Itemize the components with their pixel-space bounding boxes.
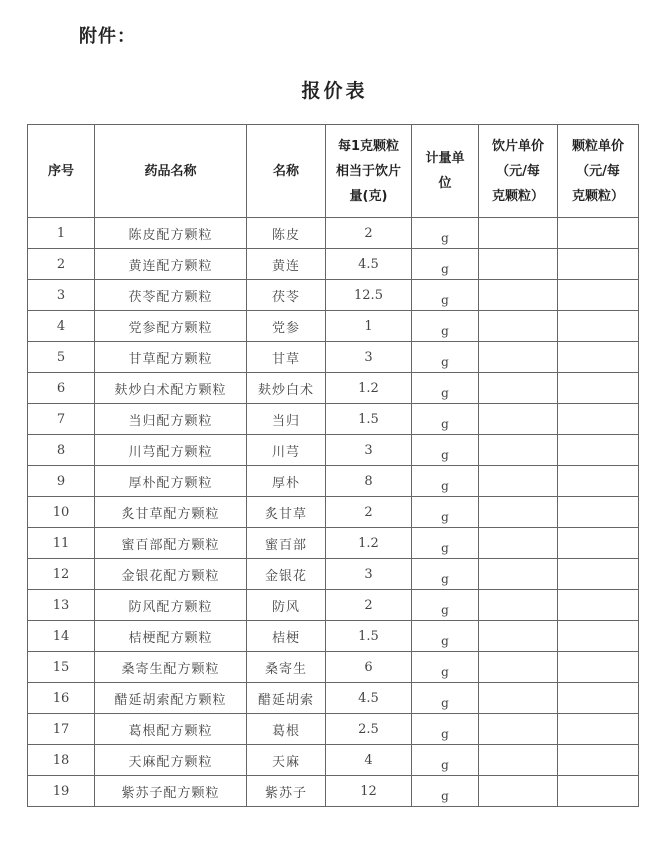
row-number: 11: [28, 528, 95, 559]
drug-name-cell: 醋延胡索配方颗粒: [95, 683, 247, 714]
drug-name-cell: 当归配方颗粒: [95, 404, 247, 435]
row-number: 3: [28, 280, 95, 311]
unit-text: g: [441, 385, 449, 400]
herb-equivalent-cell: 2: [326, 590, 412, 621]
table-row: [28, 342, 639, 373]
price-quote-table: [27, 124, 639, 807]
row-number: 14: [28, 621, 95, 652]
short-name-cell: 甘草: [247, 342, 326, 373]
unit-text: g: [441, 757, 449, 772]
granule-price-cell: [558, 218, 639, 249]
unit-text: g: [441, 788, 449, 803]
unit-cell: [412, 528, 479, 559]
column-header-drug-name: [95, 125, 247, 218]
table-row: [28, 621, 639, 652]
drug-name-cell: 紫苏子配方颗粒: [95, 776, 247, 807]
unit-cell: [412, 683, 479, 714]
granule-price-cell: [558, 280, 639, 311]
granule-price-cell: [558, 528, 639, 559]
column-header-line: 名称: [272, 163, 299, 179]
table-row: [28, 776, 639, 807]
herb-price-cell: [479, 528, 558, 559]
drug-name-cell: 甘草配方颗粒: [95, 342, 247, 373]
herb-price-cell: [479, 590, 558, 621]
column-header-no: [28, 125, 95, 218]
table-body: [28, 218, 639, 807]
drug-name-cell: 金银花配方颗粒: [95, 559, 247, 590]
table-row: [28, 466, 639, 497]
short-name-cell: 桔梗: [247, 621, 326, 652]
column-header-line: 颗粒单价: [571, 138, 624, 154]
row-number: 12: [28, 559, 95, 590]
table-row: [28, 590, 639, 621]
column-header-line: 序号: [47, 163, 74, 179]
drug-name-cell: 茯苓配方颗粒: [95, 280, 247, 311]
herb-price-cell: [479, 652, 558, 683]
drug-name-cell: 桑寄生配方颗粒: [95, 652, 247, 683]
drug-name-cell: 蜜百部配方颗粒: [95, 528, 247, 559]
herb-price-cell: [479, 249, 558, 280]
short-name-cell: 蜜百部: [247, 528, 326, 559]
herb-price-cell: [479, 280, 558, 311]
short-name-cell: 醋延胡索: [247, 683, 326, 714]
short-name-cell: 厚朴: [247, 466, 326, 497]
drug-name-cell: 川芎配方颗粒: [95, 435, 247, 466]
unit-cell: [412, 373, 479, 404]
short-name-cell: 黄连: [247, 249, 326, 280]
herb-equivalent-cell: 2: [326, 497, 412, 528]
column-header-unit: [412, 125, 479, 218]
column-header-line: 相当于饮片: [335, 163, 401, 179]
row-number: 1: [28, 218, 95, 249]
short-name-cell: 川芎: [247, 435, 326, 466]
unit-text: g: [441, 664, 449, 679]
table-row: [28, 497, 639, 528]
herb-equivalent-cell: 4.5: [326, 683, 412, 714]
herb-equivalent-cell: 4.5: [326, 249, 412, 280]
unit-cell: [412, 342, 479, 373]
unit-cell: [412, 559, 479, 590]
drug-name-cell: 党参配方颗粒: [95, 311, 247, 342]
herb-equivalent-cell: 2.5: [326, 714, 412, 745]
herb-price-cell: [479, 776, 558, 807]
table-row: [28, 528, 639, 559]
unit-text: g: [441, 416, 449, 431]
unit-text: g: [441, 323, 449, 338]
table-row: [28, 280, 639, 311]
herb-price-cell: [479, 497, 558, 528]
column-header-line: （元/每: [576, 163, 620, 179]
drug-name-cell: 陈皮配方颗粒: [95, 218, 247, 249]
attachment-label: 附件：: [79, 26, 136, 47]
table-row: [28, 683, 639, 714]
herb-equivalent-cell: 1.5: [326, 404, 412, 435]
herb-equivalent-cell: 1: [326, 311, 412, 342]
column-header-line: 每1克颗粒: [337, 138, 400, 154]
short-name-cell: 陈皮: [247, 218, 326, 249]
unit-text: g: [441, 478, 449, 493]
row-number: 10: [28, 497, 95, 528]
herb-equivalent-cell: 1.2: [326, 373, 412, 404]
page-title: 报价表: [301, 80, 368, 102]
drug-name-cell: 桔梗配方颗粒: [95, 621, 247, 652]
column-header-line: 量(克): [349, 188, 388, 204]
column-header-line: 位: [438, 176, 452, 191]
column-header-herb-equivalent: [326, 125, 412, 218]
short-name-cell: 当归: [247, 404, 326, 435]
row-number: 18: [28, 745, 95, 776]
table-row: [28, 404, 639, 435]
herb-price-cell: [479, 373, 558, 404]
unit-cell: [412, 497, 479, 528]
herb-price-cell: [479, 404, 558, 435]
granule-price-cell: [558, 435, 639, 466]
granule-price-cell: [558, 466, 639, 497]
short-name-cell: 紫苏子: [247, 776, 326, 807]
table-row: [28, 311, 639, 342]
unit-cell: [412, 652, 479, 683]
unit-text: g: [441, 571, 449, 586]
table-row: [28, 745, 639, 776]
unit-cell: [412, 218, 479, 249]
short-name-cell: 麸炒白术: [247, 373, 326, 404]
unit-text: g: [441, 261, 449, 276]
herb-equivalent-cell: 3: [326, 559, 412, 590]
granule-price-cell: [558, 497, 639, 528]
drug-name-cell: 葛根配方颗粒: [95, 714, 247, 745]
table-row: [28, 435, 639, 466]
herb-equivalent-cell: 3: [326, 435, 412, 466]
granule-price-cell: [558, 652, 639, 683]
herb-equivalent-cell: 1.5: [326, 621, 412, 652]
short-name-cell: 金银花: [247, 559, 326, 590]
unit-text: g: [441, 354, 449, 369]
unit-cell: [412, 435, 479, 466]
row-number: 5: [28, 342, 95, 373]
table-row: [28, 373, 639, 404]
granule-price-cell: [558, 745, 639, 776]
unit-cell: [412, 745, 479, 776]
granule-price-cell: [558, 249, 639, 280]
unit-cell: [412, 311, 479, 342]
herb-equivalent-cell: 3: [326, 342, 412, 373]
row-number: 17: [28, 714, 95, 745]
herb-price-cell: [479, 745, 558, 776]
column-header-herb-price: [479, 125, 558, 218]
granule-price-cell: [558, 311, 639, 342]
unit-text: g: [441, 540, 449, 555]
column-header-line: 计量单: [425, 151, 465, 166]
row-number: 7: [28, 404, 95, 435]
drug-name-cell: 天麻配方颗粒: [95, 745, 247, 776]
short-name-cell: 炙甘草: [247, 497, 326, 528]
drug-name-cell: 黄连配方颗粒: [95, 249, 247, 280]
column-header-line: 克颗粒）: [491, 188, 544, 204]
granule-price-cell: [558, 404, 639, 435]
unit-cell: [412, 249, 479, 280]
granule-price-cell: [558, 590, 639, 621]
drug-name-cell: 防风配方颗粒: [95, 590, 247, 621]
table-row: [28, 559, 639, 590]
drug-name-cell: 厚朴配方颗粒: [95, 466, 247, 497]
short-name-cell: 桑寄生: [247, 652, 326, 683]
herb-price-cell: [479, 559, 558, 590]
unit-text: g: [441, 230, 449, 245]
unit-text: g: [441, 633, 449, 648]
herb-equivalent-cell: 8: [326, 466, 412, 497]
row-number: 8: [28, 435, 95, 466]
short-name-cell: 天麻: [247, 745, 326, 776]
unit-cell: [412, 590, 479, 621]
row-number: 15: [28, 652, 95, 683]
granule-price-cell: [558, 621, 639, 652]
column-header-granule-price: [558, 125, 639, 218]
unit-text: g: [441, 695, 449, 710]
herb-price-cell: [479, 342, 558, 373]
unit-text: g: [441, 726, 449, 741]
row-number: 13: [28, 590, 95, 621]
granule-price-cell: [558, 559, 639, 590]
short-name-cell: 茯苓: [247, 280, 326, 311]
herb-equivalent-cell: 12.5: [326, 280, 412, 311]
herb-price-cell: [479, 435, 558, 466]
herb-equivalent-cell: 6: [326, 652, 412, 683]
unit-text: g: [441, 509, 449, 524]
short-name-cell: 党参: [247, 311, 326, 342]
herb-price-cell: [479, 714, 558, 745]
drug-name-cell: 麸炒白术配方颗粒: [95, 373, 247, 404]
unit-cell: [412, 776, 479, 807]
unit-text: g: [441, 292, 449, 307]
unit-cell: [412, 466, 479, 497]
table-header-row: [28, 125, 639, 218]
table-row: [28, 652, 639, 683]
granule-price-cell: [558, 373, 639, 404]
granule-price-cell: [558, 776, 639, 807]
table-row: [28, 249, 639, 280]
unit-cell: [412, 621, 479, 652]
granule-price-cell: [558, 342, 639, 373]
column-header-line: 克颗粒）: [571, 188, 624, 204]
unit-cell: [412, 280, 479, 311]
herb-price-cell: [479, 218, 558, 249]
herb-price-cell: [479, 621, 558, 652]
herb-price-cell: [479, 311, 558, 342]
unit-text: g: [441, 447, 449, 462]
short-name-cell: 葛根: [247, 714, 326, 745]
row-number: 9: [28, 466, 95, 497]
row-number: 2: [28, 249, 95, 280]
unit-text: g: [441, 602, 449, 617]
herb-equivalent-cell: 12: [326, 776, 412, 807]
column-header-line: （元/每: [496, 163, 540, 179]
granule-price-cell: [558, 683, 639, 714]
column-header-line: 药品名称: [144, 163, 197, 179]
row-number: 6: [28, 373, 95, 404]
drug-name-cell: 炙甘草配方颗粒: [95, 497, 247, 528]
column-header-line: 饮片单价: [491, 138, 544, 154]
row-number: 4: [28, 311, 95, 342]
table-row: [28, 714, 639, 745]
herb-equivalent-cell: 1.2: [326, 528, 412, 559]
herb-equivalent-cell: 2: [326, 218, 412, 249]
short-name-cell: 防风: [247, 590, 326, 621]
granule-price-cell: [558, 714, 639, 745]
unit-cell: [412, 404, 479, 435]
row-number: 16: [28, 683, 95, 714]
herb-price-cell: [479, 683, 558, 714]
column-header-name: [247, 125, 326, 218]
herb-equivalent-cell: 4: [326, 745, 412, 776]
table-row: [28, 218, 639, 249]
herb-price-cell: [479, 466, 558, 497]
row-number: 19: [28, 776, 95, 807]
unit-cell: [412, 714, 479, 745]
